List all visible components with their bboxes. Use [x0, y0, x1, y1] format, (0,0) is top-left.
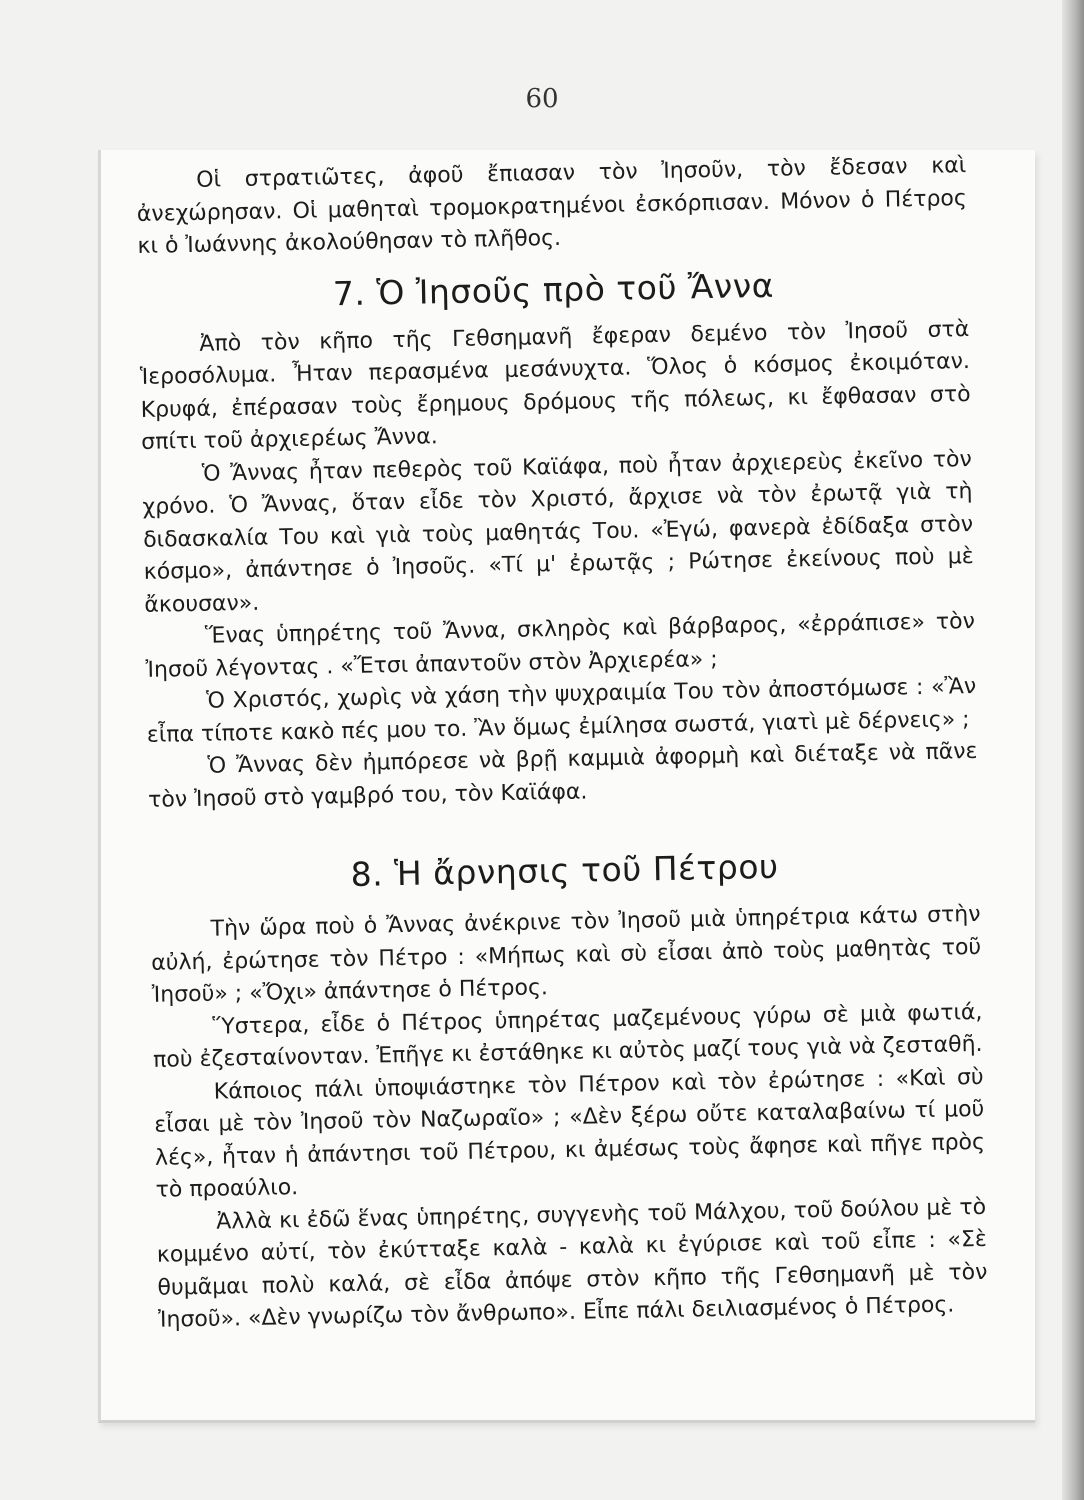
section-7-paragraph: Ἕνας ὑπηρέτης τοῦ Ἄννα, σκληρὸς καὶ βάρβαρος, «ἐρράπισε» τὸν Ἰησοῦ λέγοντας . «Ἔτσι ἀπαντοῦν στὸν Ἀρχιερέα» ; [145, 608, 976, 683]
section-8-paragraph: Ἀλλὰ κι ἐδῶ ἕνας ὑπηρέτης, συγγενὴς τοῦ Μάλχου, τοῦ δούλου μὲ τὸ κομμένο αὐτί, τὸν ἐκύτταξε καλὰ - καλὰ κι ἐγύρισε καὶ τοῦ εἶπε : «Σὲ θυμᾶμαι πολὺ καλά, σὲ εἶδα ἀπόψε στὸν κῆπο τῆς Γεθσημανῆ μὲ τὸν Ἰησοῦ». «Δὲν γνωρίζω τὸν ἄνθρωπο». Εἶπε πάλι δειλιασμένος ὁ Πέτρος. [156, 1194, 988, 1333]
section-7-title: 7. Ὁ Ἰησοῦς πρὸ τοῦ Ἄννα [332, 265, 775, 313]
page-number: 60 [525, 84, 559, 114]
section-8-paragraph: Τὴν ὥρα ποὺ ὁ Ἄννας ἀνέκρινε τὸν Ἰησοῦ μιὰ ὑπηρέτρια κάτω στὴν αὐλή, ἐρώτησε τὸν Πέτρο : «Μήπως καὶ σὺ εἶσαι ἀπὸ τοὺς μαθητὰς τοῦ Ἰησοῦ» ; «Ὄχι» ἀπάντησε ὁ Πέτρος. [151, 901, 982, 1008]
section-7-paragraph: Ὁ Ἄννας ἦταν πεθερὸς τοῦ Καϊάφα, ποὺ ἦταν ἀρχιερεὺς ἐκεῖνο τὸν χρόνο. Ὁ Ἄννας, ὅταν εἶδε τὸν Χριστό, ἄρχισε νὰ τὸν ἐρωτᾷ γιὰ τὴ διδασκαλία Του καὶ γιὰ τοὺς μαθητάς Του. «Ἐγώ, φανερὰ ἐδίδαξα στὸν κόσμο», ἀπάντησε ὁ Ἰησοῦς. «Τί μ' ἐρωτᾷς ; Ρώτησε ἐκείνους ποὺ μὲ ἄκουσαν». [142, 446, 974, 618]
section-8-title: 8. Ἡ ἄρνησις τοῦ Πέτρου [350, 846, 779, 895]
intro-paragraph: Οἱ στρατιῶτες, ἀφοῦ ἔπιασαν τὸν Ἰησοῦν, τὸν ἔδεσαν καὶ ἀνεχώρησαν. Οἱ μαθηταὶ τρομοκρατημένοι ἐσκόρπισαν. Μόνον ὁ Πέτρος κι ὁ Ἰωάννης ἀκολούθησαν τὸ πλῆθος. [136, 153, 968, 259]
page-text [136, 150, 988, 1337]
section-8-paragraph: Ὕστερα, εἶδε ὁ Πέτρος ὑπηρέτας μαζεμένους γύρω σὲ μιὰ φωτιά, ποὺ ἐζεσταίνονταν. Ἐπῆγε κι ἐστάθηκε κι αὐτὸς μαζί τους γιὰ νὰ ζεσταθῆ. [152, 999, 983, 1073]
book-spine [1062, 0, 1084, 1500]
section-7-paragraph: Ὁ Χριστός, χωρὶς νὰ χάση τὴν ψυχραιμία Του τὸν ἀποστόμωσε : «Ἂν εἶπα τίποτε κακὸ πές μου το. Ἂν ὅμως ἐμίλησα σωστά, γιατὶ μὲ δέρνεις» ; [146, 673, 977, 748]
section-7-paragraph: Ἀπὸ τὸν κῆπο τῆς Γεθσημανῆ ἔφεραν δεμένο τὸν Ἰησοῦ στὰ Ἱεροσόλυμα. Ἦταν περασμένα μεσάνυχτα. Ὅλος ὁ κόσμος ἐκοιμόταν. Κρυφά, ἐπέρασαν τοὺς ἔρημους δρόμους τῆς πόλεως, κι ἔφθασαν στὸ σπίτι τοῦ ἀρχιερέως Ἄννα. [139, 316, 971, 455]
section-7-paragraph: Ὁ Ἄννας δὲν ἠμπόρεσε νὰ βρῇ καμμιὰ ἀφορμὴ καὶ διέταξε νὰ πᾶνε τὸν Ἰησοῦ στὸ γαμβρό του, τὸν Καϊάφα. [147, 738, 978, 813]
section-8-paragraph: Κάποιος πάλι ὑποψιάστηκε τὸν Πέτρον καὶ τὸν ἐρώτησε : «Καὶ σὺ εἶσαι μὲ τὸν Ἰησοῦ τὸν Ναζωραῖο» ; «Δὲν ξέρω οὔτε καταλαβαίνω τί μοῦ λές», ἦταν ἡ ἀπάντησι τοῦ Πέτρου, κι ἀμέσως τοὺς ἄφησε καὶ πῆγε πρὸς τὸ προαύλιο. [154, 1064, 986, 1203]
